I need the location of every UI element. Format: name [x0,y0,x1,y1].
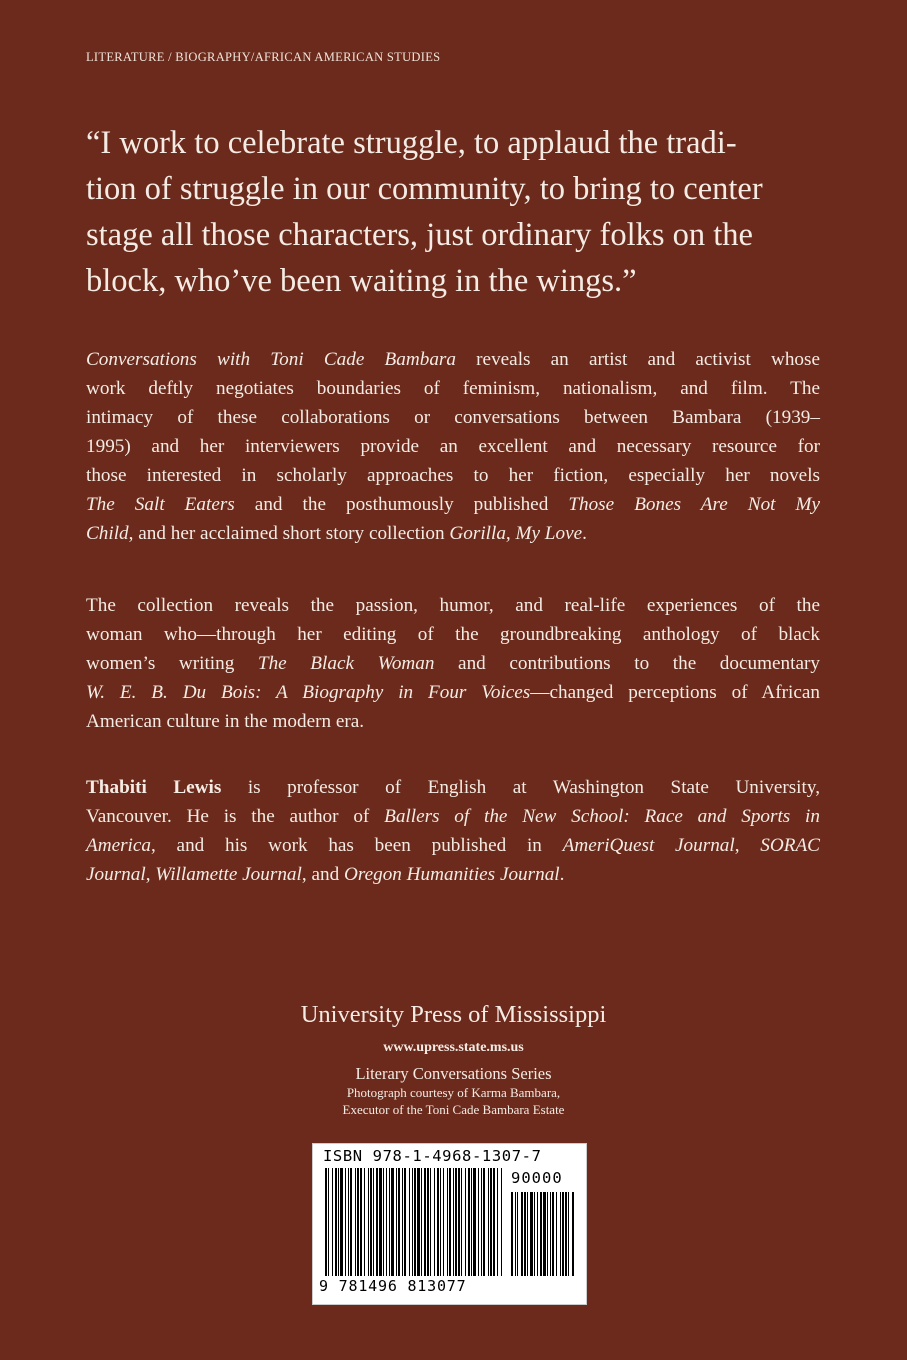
addon-bar [537,1192,538,1276]
text-run: and contributions to the documentary [434,653,820,674]
publisher-block [0,1000,907,1118]
paragraph-line [86,831,820,860]
addon-bar [534,1192,535,1276]
barcode-bar [398,1168,400,1276]
barcode-bar [478,1168,479,1276]
barcode-bar [345,1168,346,1276]
barcode-bar [404,1168,406,1276]
paragraph-line [86,707,820,736]
barcode-bar [373,1168,374,1276]
paragraph-line [86,490,820,519]
barcode-bar [427,1168,429,1276]
barcode-bar [461,1168,462,1276]
barcode-bar [447,1168,448,1276]
text-run: those interested in scholarly approaches to her fiction, especially her novels [86,465,820,486]
addon-bar [543,1192,546,1276]
paragraph-line [86,802,820,831]
barcode-bar [471,1168,472,1276]
text-run: American culture in the modern era. [86,711,365,732]
barcode-bar [501,1168,502,1276]
barcode-bar [383,1168,384,1276]
italic-title: Journal [86,864,146,885]
italic-title: SORAC [760,835,820,856]
barcode-bar [332,1168,333,1276]
text-run: . [582,523,587,544]
barcode-bar [465,1168,466,1276]
barcode-bar [497,1168,498,1276]
barcode-bar [350,1168,352,1276]
barcode-bar [421,1168,422,1276]
addon-bar [556,1192,557,1276]
text-run: —changed perceptions of African [530,682,820,703]
pull-quote [86,120,826,304]
italic-title: America [86,835,152,856]
barcode-bar [364,1168,365,1276]
barcode-bar [468,1168,470,1276]
barcode-bar [458,1168,460,1276]
italic-title: Conversations with Toni Cade Bambara [86,349,456,370]
barcode-bar [357,1168,359,1276]
text-run: , [734,835,761,856]
addon-bar [540,1192,542,1276]
addon-bar [565,1192,567,1276]
photo-credit-line-2: Executor of the Toni Cade Bambara Estate [342,1102,565,1117]
text-run: 1995) and her interviewers provide an excellent and necessary resource for [86,436,820,457]
paragraph-line [86,773,820,802]
addon-bar [550,1192,551,1276]
barcode-bar [370,1168,372,1276]
barcode-bar [335,1168,337,1276]
barcode-bar [440,1168,441,1276]
barcode-bar [483,1168,485,1276]
barcode-bar [455,1168,457,1276]
text-run: and the posthumously published [234,494,569,515]
barcode-bar [355,1168,356,1276]
italic-title: Gorilla, My Love [449,523,583,544]
paragraph-line [86,678,820,707]
paragraph-line [86,649,820,678]
italic-title: AmeriQuest Journal [562,835,735,856]
author-bio [86,773,820,889]
barcode-bar [481,1168,482,1276]
barcode-bar [424,1168,426,1276]
italic-title: Ballers of the New School: Race and Sports in [384,806,820,827]
text-run: , and her acclaimed short story collection [128,523,450,544]
italic-title: Child [86,523,129,544]
text-run: , [145,864,156,885]
barcode-bar [348,1168,349,1276]
paragraph-line [86,620,820,649]
text-run: , and [301,864,344,885]
paragraph-line [86,591,820,620]
addon-bar [524,1192,526,1276]
text-run: , and his work has been published in [151,835,563,856]
barcode-bar [360,1168,362,1276]
barcode-bar [396,1168,397,1276]
barcode-bar [417,1168,420,1276]
text-run: . [559,864,565,885]
italic-title: Willamette Journal [155,864,302,885]
barcode-bar [430,1168,431,1276]
text-run: is professor of English at Washington State University, [221,777,820,798]
author-name: Thabiti Lewis [86,777,222,798]
text-run: Vancouver. He is the author of [86,806,385,827]
italic-title: The Black Woman [257,653,435,674]
paragraph-line [86,374,820,403]
paragraph-line [86,860,820,889]
paragraph-line [86,403,820,432]
text-run: reveals an artist and activist whose [455,349,820,370]
barcode-bar [368,1168,369,1276]
barcode-bar [412,1168,413,1276]
addon-bar [521,1192,523,1276]
series-name: Literary Conversations Series [355,1064,552,1083]
barcode-bar [473,1168,476,1276]
barcode-bar [409,1168,410,1276]
addon-bar [562,1192,564,1276]
barcode-bar [338,1168,339,1276]
barcode-bar [453,1168,454,1276]
italic-title: Oregon Humanities Journal [343,864,560,885]
publisher-url: www.upress.state.ms.us [383,1040,524,1055]
barcode-bar [443,1168,444,1276]
paragraph-line [86,432,820,461]
paragraph-line [86,345,820,374]
paragraph-line [86,461,820,490]
barcode-bar [488,1168,489,1276]
quote-line: block, who’ve been waiting in the wings.” [86,263,637,299]
barcode-bar [434,1168,435,1276]
italic-title: W. E. B. Du Bois: A Biography in Four Voices [86,682,531,703]
barcode-bar [414,1168,416,1276]
barcode-bar [391,1168,394,1276]
italic-title: The Salt Eaters [86,494,235,515]
barcode-bar [449,1168,451,1276]
publisher-name: University Press of Mississippi [300,1001,607,1028]
addon-bar [515,1192,516,1276]
addon-bar [530,1192,533,1276]
italic-title: Those Bones Are Not My [568,494,821,515]
barcode-digits: 9 781496 813077 [319,1277,467,1295]
barcode-bar [386,1168,387,1276]
barcode-bar [490,1168,492,1276]
barcode-bar [340,1168,343,1276]
description-paragraph [86,345,820,548]
isbn-barcode [312,1143,587,1305]
collection-paragraph [86,591,820,736]
text-run: work deftly negotiates boundaries of feminism, nationalism, and film. The [86,378,820,399]
barcode-bar [376,1168,378,1276]
barcode-bar [389,1168,390,1276]
quote-line: “I work to celebrate struggle, to applaud the tradi- [86,125,737,161]
barcode-bar [493,1168,495,1276]
text-run: woman who—through her editing of the groundbreaking anthology of black [86,624,820,645]
text-run: women’s writing [86,653,258,674]
text-run: intimacy of these collaborations or conversations between Bambara (1939– [86,407,820,428]
photo-credit-line-1: Photograph courtesy of Karma Bambara, [346,1085,561,1100]
text-run: The collection reveals the passion, humor, and real-life experiences of the [86,595,820,616]
addon-bar [572,1192,574,1276]
barcode-bar [328,1168,329,1276]
barcode-bar [402,1168,403,1276]
price-code: 90000 [511,1169,563,1187]
quote-line: stage all those characters, just ordinary folks on the [86,217,753,253]
barcode-bar [325,1168,327,1276]
category-label: LITERATURE / BIOGRAPHY/AFRICAN AMERICAN STUDIES [86,50,441,64]
quote-line: tion of struggle in our community, to bring to center [86,171,763,207]
paragraph-line [86,519,820,548]
addon-bar [517,1192,518,1276]
isbn-label: ISBN 978-1-4968-1307-7 [323,1147,542,1165]
addon-bar [527,1192,528,1276]
barcode-bar [379,1168,382,1276]
addon-bar [552,1192,554,1276]
addon-bar [511,1192,513,1276]
addon-bar [560,1192,561,1276]
addon-bar [547,1192,548,1276]
addon-bar [568,1192,569,1276]
barcode-bar [437,1168,439,1276]
